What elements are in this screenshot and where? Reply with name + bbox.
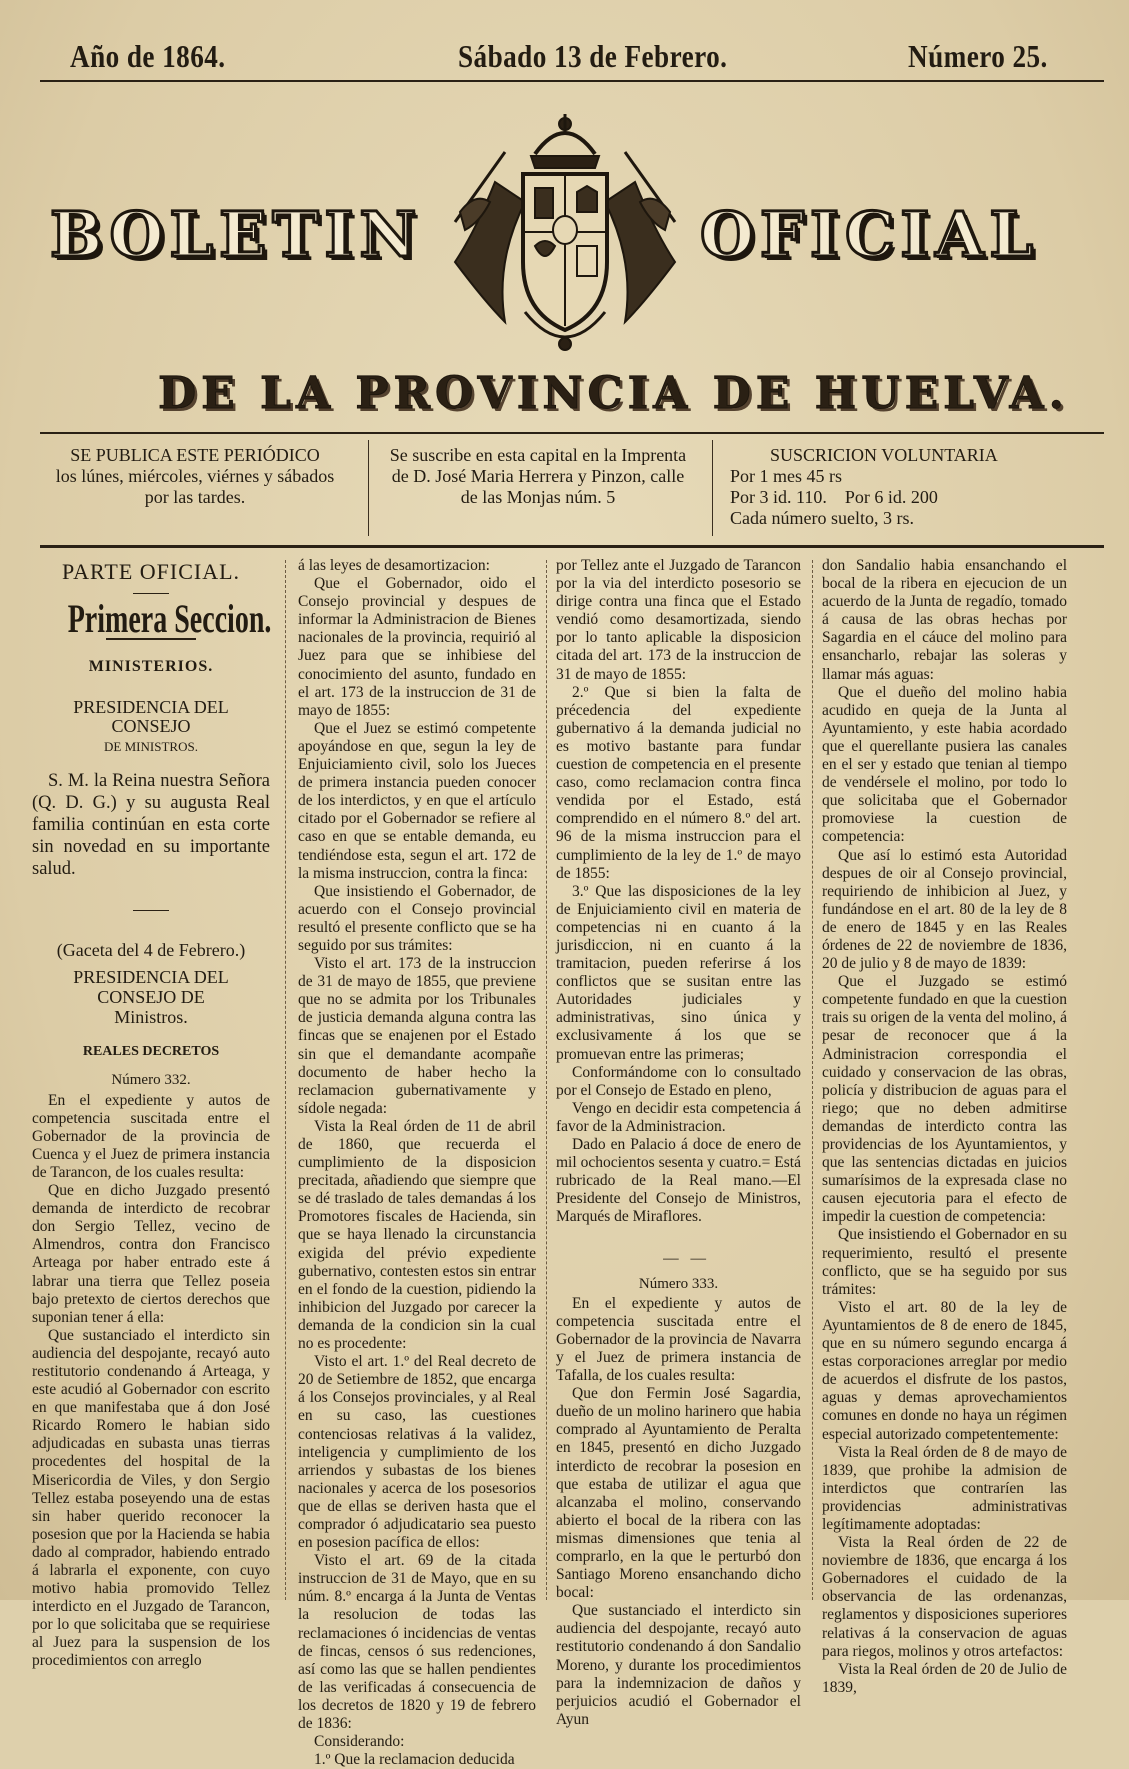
paragraph: don Sandalio habia ensanchando el bocal de la ribera en ejecucion de un acuerdo de la Junta de regadío, tomado á causa de las obras hechas por Sagardia en el cáuce del molino para ensancharlo, rebajar las soleras y llamar más aguas: <box>822 557 1067 683</box>
issue-number: Número 25. <box>908 38 1048 74</box>
paragraph: Dado en Palacio á doce de enero de mil ochocientos sesenta y cuatro.= Está rubricado de la Real mano.—El Presidente del Consejo de Ministros, Marqués de Miraflores. <box>556 1136 801 1226</box>
paragraph: Que así lo estimó esta Autoridad despues de oir al Consejo provincial, requiriendo de inhibicion al Juez, y fundándose en el art. 80 de la ley de 8 de enero de 1845 y en las Reales órdenes de 22 de noviembre de 1836, 20 de julio y 8 de mayo de 1839: <box>822 846 1067 973</box>
price-line: Cada número suelto, 3 rs. <box>730 508 914 528</box>
paragraph: Que sustanciado el interdicto sin audiencia del despojante, recayó auto restitutorio condenando á Arteaga, y este acudió al Gobernador con escrito en que manifestaba que á don José Ricardo Romero le habian sido adjudicadas en subasta unas tierras procedentes del hospital de la Misericordia de Viles, y don Sergio Tellez estaba poseyendo una de estas sin haber querido reconocer la posesion que por la Hacienda se habia dado al comprador, habiendo entrado á labrarla el exponente, con cuyo motivo habia promovido Tellez interdicto en el Juzgado de Tarancon, por lo que solicitaba que se requiriese al Juez para la suspension de los procedimientos con arreglo <box>32 1326 270 1670</box>
heading-ministerios: MINISTERIOS. <box>88 658 214 676</box>
prices-title: SUSCRICION VOLUNTARIA <box>770 445 998 465</box>
paragraph: por Tellez ante el Juzgado de Tarancon por la via del interdicto posesorio se dirige contra una finca que el Estado vendió como desamortizada, siendo por lo tanto aplicable la disposicion citada del art. 173 de la instruccion de 31 de mayo de 1855: <box>556 557 801 683</box>
header-rule <box>40 80 1104 82</box>
paragraph: Vista la Real órden de 20 de Julio de 1839, <box>822 1660 1067 1696</box>
paragraph: Vista la Real órden de 8 de mayo de 1839, que prohibe la admision de interdictos que contraríen las providencias administrativas legítimamente adoptadas: <box>822 1443 1067 1533</box>
schedule-line: por las tardes. <box>144 487 246 507</box>
column-2 <box>298 557 536 1769</box>
schedule-line: los lúnes, miércoles, viérnes y sábados <box>55 466 335 486</box>
price-line: Por 1 mes 45 rs <box>730 466 842 486</box>
band-divider <box>712 440 713 536</box>
location-line: Se suscribe en esta capital en la Imprenta <box>389 445 687 465</box>
presidencia-subtitle: DE MINISTROS. <box>104 739 198 755</box>
paragraph: En el expediente y autos de competencia suscitada entre el Gobernador de la provincia de Navarra y el Juez de primera instancia de Tafalla, de los cuales resulta: <box>556 1294 801 1385</box>
paragraph: Que insistiendo el Gobernador, de acuerdo con el Consejo provincial resultó el presente conflicto que se ha seguido por sus trámites: <box>298 882 536 954</box>
masthead-oficial: OFICIAL <box>700 198 1040 271</box>
paragraph: Considerando: <box>314 1733 405 1751</box>
subscription-band <box>30 445 1104 541</box>
section-heading-primera: Primera Seccion. <box>67 596 272 642</box>
paragraph: Visto el art. 69 de la citada instruccion de 31 de Mayo, que en su núm. 8.º encarga á la Junta de Ventas la resolucion de todas las reclamaciones ó incidencias de ventas de fincas, censos ó sus redenciones, así como las que se hallen pendientes de las verificadas á consecuencia de los decretos de 1820 y 19 de febrero de 1836: <box>298 1552 536 1732</box>
subscription-location <box>368 445 708 508</box>
subscription-prices <box>720 445 1100 529</box>
paragraph: 3.º Que las disposiciones de la ley de Enjuiciamiento civil en materia de competencias ni en cuanto á la jurisdiccion, ni en cuanto á la tramitacion, pueden referirse á los conflictos que se susitan entre las Autoridades judiciales y administrativas, sino única y exclusivamente á los que se promuevan entre las primeras; <box>556 882 801 1063</box>
column-divider <box>285 560 286 1600</box>
presidencia2-title: PRESIDENCIA DEL CONSEJO DE <box>73 967 229 1008</box>
masthead-provincia: DE LA PROVINCIA DE HUELVA. <box>158 368 1069 419</box>
paragraph: Que el Juzgado se estimó competente fundado en que la cuestion trais su origen de la venta del molino, á pesar de reconocer que á la Administracion correspondia el cuidado y conservacion de las obras, policía y distribucion de aguas para el riego; que no deben admitirse demandas de interdicto contra las providencias de los Ayuntamientos, y que las sentencias dictadas en juicios sumarísimos de la expresada clase no causen ejecutoria para el efecto de impedir la cuestion de competencia: <box>822 973 1067 1226</box>
issue-date: Sábado 13 de Febrero. <box>458 38 728 74</box>
column-1 <box>32 557 272 1670</box>
price-line: Por 3 id. 110. Por 6 id. 200 <box>730 487 938 507</box>
presidencia-title: PRESIDENCIA DEL CONSEJO <box>73 697 229 737</box>
column-3 <box>556 557 801 1728</box>
masthead-boletin: BOLETIN <box>50 198 423 271</box>
paragraph: Visto el art. 1.º del Real decreto de 20 de Setiembre de 1852, que encarga á los Consejos provinciales, y al Real en su caso, las cuestiones contenciosas relativas á la validez, inteligencia y cumplimiento de los arriendos y subastas de los bienes nacionales y acerca de los posesorios que de ellas se deriven hasta que el comprador ó adjudicatario sea puesto en posesion pacífica de ellos: <box>298 1353 536 1552</box>
issue-year: Año de 1864. <box>70 38 226 74</box>
heading-presidencia <box>32 698 270 756</box>
paragraph: Vista la Real órden de 11 de abril de 1860, que recuerda el cumplimiento de la disposicion precitada, añadiendo que siempre que se dé traslado de tales demandas á los Promotores fiscales de Hacienda, sin que se haya llenado la circunstancia exigida del prévio expediente gubernativo, contesten estos sin entrar en el fondo de la cuestion, pidiendo la inhibicion del Juzgado por carecer la demanda de la condicion sin la cual no es procedente: <box>298 1117 536 1353</box>
paragraph: Que don Fermin José Sagardia, dueño de un molino harinero que habia comprado al Ayuntamiento de Peralta en 1845, presentó en dicho Juzgado interdicto de recobrar la posesion en que estaba de utilizar el agua que alcanzaba el molino, conservando abierto el bocal de la ribera con las mismas dimensiones que tenia al comprarlo, en la que le perturbó don Santiago Moreno ensanchando dicho bocal: <box>556 1385 801 1602</box>
publication-schedule <box>30 445 360 508</box>
heading-reales-decretos: REALES DECRETOS <box>82 1044 220 1060</box>
band-bottom-rule <box>40 545 1104 548</box>
schedule-line: SE PUBLICA ESTE PERIÓDICO <box>70 445 320 465</box>
presidencia2-subtitle: Ministros. <box>114 1007 188 1028</box>
paragraph: Que el Gobernador, oido el Consejo provincial y despues de informar la Administracion de Bienes nacionales de la provincia, requirió al Juez para que se inhibiese del conocimiento del asunto, fundado en el art. 173 de la instruccion de 31 de mayo de 1855: <box>298 575 536 719</box>
paragraph: á las leyes de desamortizacion: <box>298 557 490 574</box>
section-heading-parte: PARTE OFICIAL. <box>61 559 241 584</box>
band-top-rule <box>40 432 1104 434</box>
royal-coat-of-arms-icon <box>435 112 695 362</box>
divider <box>133 910 169 911</box>
ornament-divider <box>106 634 196 644</box>
paragraph: 1.º Que la reclamacion deducida <box>314 1751 515 1769</box>
paragraph: Que insistiendo el Gobernador en su requerimiento, resultó el presente conflicto, que se ha seguido por sus trámites: <box>822 1226 1067 1298</box>
paragraph: Que el Juez se estimó competente apoyándose en que, segun la ley de Enjuiciamiento civil, solo los Jueces de primera instancia pueden conocer de los interdictos, y en que el artículo citado por el Gobernador se refiere al caso en que se entable demanda, eu tendiéndose esta, segun el art. 172 de la misma instruccion, contra la finca: <box>298 719 536 882</box>
location-line: de D. José Maria Herrera y Pinzon, calle <box>391 466 685 486</box>
column-divider <box>812 560 813 1600</box>
paragraph: S. M. la Reina nuestra Señora (Q. D. G.) y su augusta Real familia continúan en esta corte sin novedad en su importante salud. <box>32 771 270 880</box>
paragraph: Conformándome con lo consultado por el Consejo de Estado en pleno, <box>556 1063 801 1099</box>
dash-divider: — — <box>663 1250 710 1268</box>
paragraph: Vista la Real órden de 22 de noviembre de 1836, que encarga á los Gobernadores el cuidado de la observancia de las ordenanzas, reglamentos y disposiciones superiores relativas á la conservacion de aguas para riegos, molinos y otros artefactos: <box>822 1534 1067 1660</box>
paragraph: Que el dueño del molino habia acudido en queja de la Junta al Ayuntamiento, y este habia acordado que el querellante pusiera las canales en el ser y estado que tenian al tiempo de vendérsele el molino, por todo lo que solicitaba que el Gobernador promoviese la cuestion de competencia: <box>822 683 1067 846</box>
paragraph: Que en dicho Juzgado presentó demanda de interdicto de recobrar don Sergio Tellez, vecino de Almendros, contra don Francisco Arteaga por haber entrado este á labrar una tierra que Tellez poseia bajo pretexto de ciertos derechos que suponian tener á ella: <box>32 1182 270 1326</box>
paragraph: Visto el art. 173 de la instruccion de 31 de mayo de 1855, que previene que no se admita por los Tribunales de justicia demanda alguna contra las fincas que se enajenen por el Estado sin que el demandante acompañe documento de haber hecho la reclamacion gubernativamente y sídole negada: <box>298 955 536 1117</box>
paragraph: Visto el art. 80 de la ley de Ayuntamientos de 8 de enero de 1845, que en su número segundo encarga á estas corporaciones arreglar por medio de acuerdos el disfrute de los pastos, aguas y demas aprovechamientos comunes en donde no haya un régimen especial autorizado competentemente: <box>822 1298 1067 1443</box>
band-divider <box>368 440 369 536</box>
paragraph: 2.º Que si bien la falta de précedencia del expediente gubernativo á la demanda judicial no es motivo bastante para fundar cuestion de competencia en el presente caso, como reclamacion contra finca vendida por el Estado, está comprendido en el número 8.º del art. 96 de la misma instruccion para el cumplimiento de la ley de 1.º de mayo de 1855: <box>556 683 801 882</box>
gaceta-citation: (Gaceta del 4 de Febrero.) <box>56 940 246 961</box>
location-line: de las Monjas núm. 5 <box>460 487 616 507</box>
paragraph: Que sustanciado el interdicto sin audiencia del despojante, recayó auto restitutorio condenando á don Sandalio Moreno, y durante los procedimientos para la indemnizacion de daños y perjuicios acudió el Gobernador el Ayun <box>556 1602 801 1728</box>
column-4 <box>822 557 1067 1696</box>
column-divider <box>546 560 547 1600</box>
decree-number: Número 333. <box>638 1275 719 1292</box>
dateline <box>60 38 1089 78</box>
paragraph: En el expediente y autos de competencia suscitada entre el Gobernador de la provincia de Cuenca y el Juez de primera instancia de Tarancon, de los cuales resulta: <box>32 1091 270 1181</box>
paragraph: Vengo en decidir esta competencia á favor de la Administracion. <box>556 1099 801 1135</box>
decree-number: Número 332. <box>111 1072 191 1089</box>
heading-presidencia-2 <box>32 967 270 1027</box>
divider <box>133 593 169 594</box>
